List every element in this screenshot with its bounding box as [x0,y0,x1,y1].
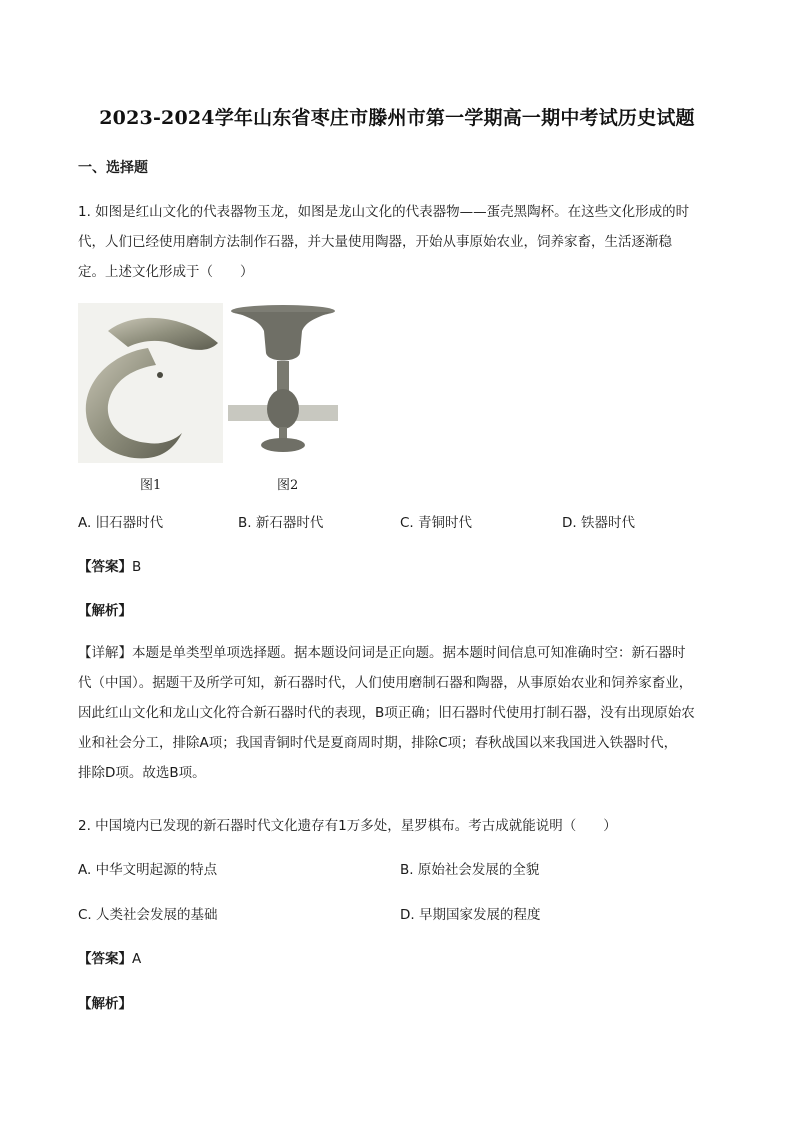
q2-option-c[interactable]: C. 人类社会发展的基础 [78,907,218,923]
q2-option-d[interactable]: D. 早期国家发展的程度 [400,907,541,923]
answer-value: B [132,559,142,575]
answer-value: A [132,951,142,967]
question-1-line: 定。上述文化形成于（ ） [78,264,254,280]
detail-line: 代（中国）。据题干及所学可知，新石器时代，人们使用磨制石器和陶器，从事原始农业和饲养家畜业， [78,675,693,691]
q2-analysis-label: 【解析】 [78,996,132,1012]
detail-line: 业和社会分工，排除A项；我国青铜时代是夏商周时期，排除C项；春秋战国以来我国进入铁器时代， [78,735,678,751]
q1-option-d[interactable]: D. 铁器时代 [562,515,635,531]
detail-line: 排除D项。故选B项。 [78,765,206,781]
detail-line: 【详解】本题是单类型单项选择题。据本题设问词是正向题。据本题时间信息可知准确时空：新石器时 [78,645,686,661]
section-heading: 一、选择题 [78,160,148,176]
pottery-cup-image [228,303,338,463]
q2-option-b[interactable]: B. 原始社会发展的全貌 [400,862,540,878]
q2-answer [78,947,141,967]
q1-option-c[interactable]: C. 青铜时代 [400,515,473,531]
detail-line: 因此红山文化和龙山文化符合新石器时代的表现，B项正确；旧石器时代使用打制石器，没有出现原始农 [78,705,695,721]
q1-option-a[interactable]: A. 旧石器时代 [78,515,164,531]
q1-answer [78,555,141,575]
question-1-line: 1. 如图是红山文化的代表器物玉龙，如图是龙山文化的代表器物——蛋壳黑陶杯。在这些文化形成的时 [78,204,690,220]
q1-analysis-label: 【解析】 [78,603,132,619]
answer-label: 【答案】 [78,951,132,967]
q1-option-b[interactable]: B. 新石器时代 [238,515,324,531]
page-title: 2023-2024学年山东省枣庄市滕州市第一学期高一期中考试历史试题 [99,107,695,129]
figure-1-caption: 图1 [140,478,162,493]
question-1-line: 代，人们已经使用磨制方法制作石器，并大量使用陶器，开始从事原始农业，饲养家畜，生活逐渐稳 [78,234,672,250]
answer-label: 【答案】 [78,559,132,575]
question-2-stem: 2. 中国境内已发现的新石器时代文化遗存有1万多处，星罗棋布。考古成就能说明（ ） [78,818,617,834]
figure-2-caption: 图2 [277,478,299,493]
jade-dragon-image [78,303,223,463]
q2-option-a[interactable]: A. 中华文明起源的特点 [78,862,218,878]
question-1-stem [78,197,718,287]
q1-detail [78,638,718,788]
